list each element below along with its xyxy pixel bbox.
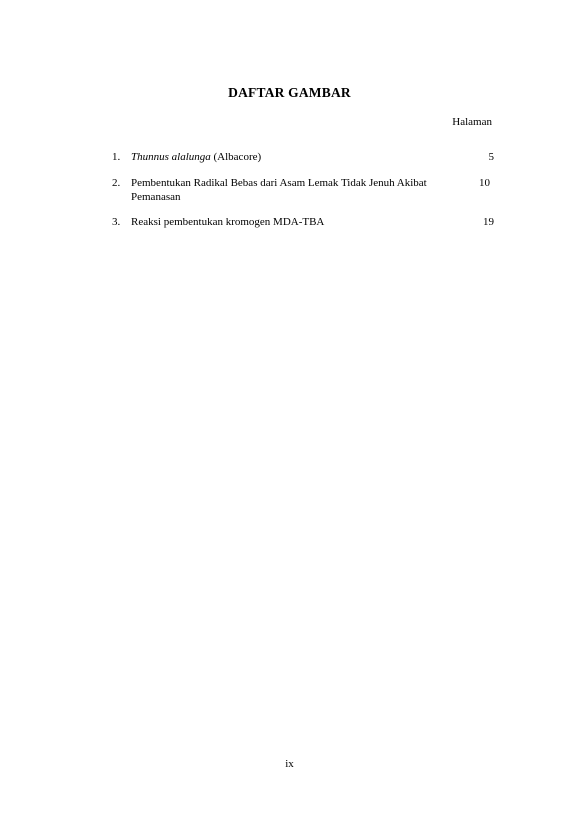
entry-page-number: 10 bbox=[479, 177, 490, 189]
page-title: DAFTAR GAMBAR bbox=[228, 85, 351, 100]
page-number-footer: ix bbox=[285, 758, 294, 770]
entry-title-rest: (Albacore) bbox=[210, 151, 262, 163]
entry-title bbox=[131, 150, 436, 164]
entry-number: 2. bbox=[112, 177, 121, 189]
entry-page-number: 5 bbox=[488, 151, 494, 163]
entry-number: 1. bbox=[112, 151, 121, 163]
column-header-halaman: Halaman bbox=[452, 116, 492, 128]
entry-page-number: 19 bbox=[483, 216, 494, 228]
entry-title: Pembentukan Radikal Bebas dari Asam Lemak Tidak Jenuh Akibat Pemanasan bbox=[131, 177, 427, 203]
entry-title-italic: Thunnus alalunga bbox=[131, 151, 211, 163]
entry-number: 3. bbox=[112, 216, 121, 228]
entry-title: Reaksi pembentukan kromogen MDA-TBA bbox=[131, 216, 325, 228]
